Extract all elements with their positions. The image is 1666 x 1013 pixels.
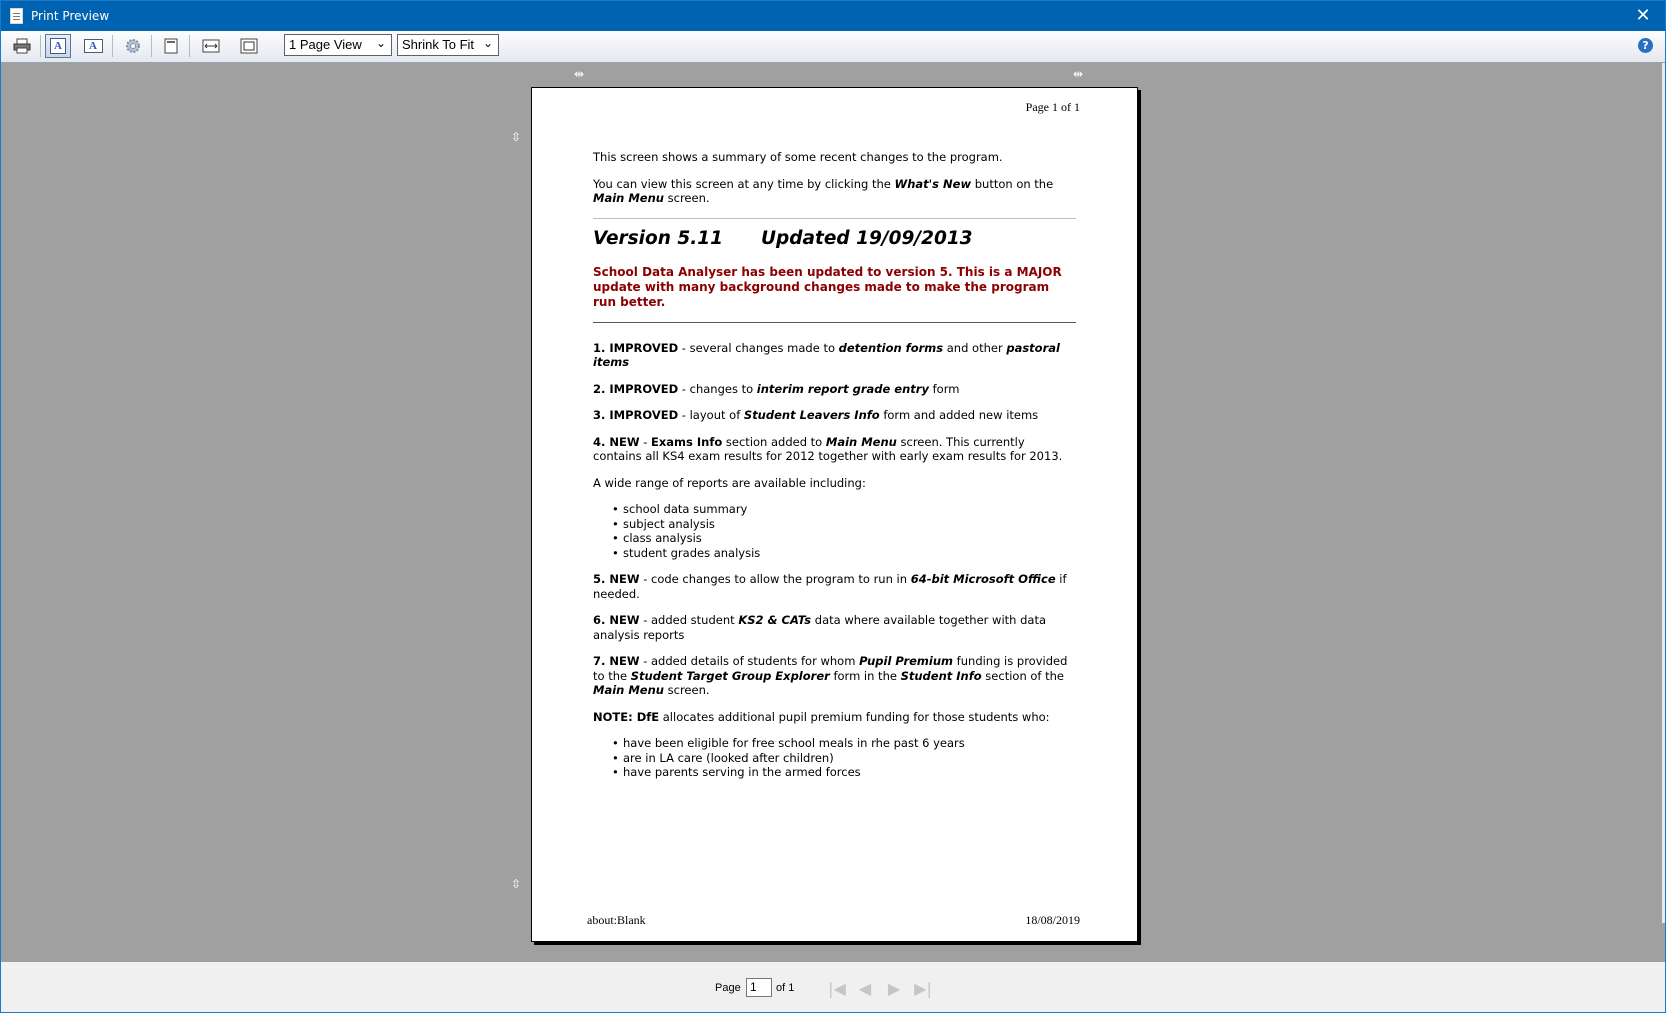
- text: 4. NEW: [593, 434, 640, 449]
- status-bar: [1, 962, 1665, 1013]
- text: interim report grade entry: [756, 381, 929, 396]
- toolbar-separator: [112, 35, 113, 57]
- page-header: Page 1 of 1: [1025, 100, 1080, 114]
- text: funding is provided to the: [593, 654, 1068, 683]
- text: section of the: [981, 668, 1064, 683]
- update-notice: School Data Analyser has been updated to version 5. This is a MAJOR update with many background changes made to make the program run better.: [593, 264, 1062, 309]
- text: Main Menu: [593, 683, 664, 697]
- text: screen. This currently contains all KS4 exam results for 2012 together with early exam results for 2013.: [593, 434, 1063, 463]
- text: Main Menu: [593, 191, 664, 205]
- portrait-icon: A: [50, 38, 66, 54]
- text: 3. IMPROVED: [593, 408, 679, 422]
- toolbar-separator: [40, 35, 41, 57]
- change-item: [593, 341, 1076, 370]
- whole-page-icon: [240, 38, 258, 54]
- text: 6. NEW: [593, 613, 640, 627]
- chevron-down-icon: ⌄: [375, 36, 386, 50]
- text: allocates additional pupil premium funding for those students who:: [659, 709, 1050, 724]
- page-footer-right: 18/08/2019: [1025, 913, 1080, 927]
- list-item: • subject analysis: [623, 517, 1076, 532]
- note-list: [593, 736, 1076, 780]
- toolbar-separator: [151, 35, 152, 57]
- page-label: Page: [715, 982, 741, 994]
- page-view-select[interactable]: [284, 34, 392, 56]
- top-margin-handle[interactable]: ⇳: [511, 130, 522, 144]
- text: - added details of students for whom: [639, 654, 860, 668]
- text: Student Target Group Explorer: [630, 668, 830, 683]
- text: form and added new items: [879, 408, 1039, 422]
- page-setup-button[interactable]: [120, 34, 146, 58]
- text: - code changes to allow the program to run in: [639, 572, 911, 586]
- list-item: • have parents serving in the armed forces: [623, 765, 1076, 780]
- right-margin-handle[interactable]: ⇹: [1073, 67, 1084, 81]
- change-item: [593, 382, 1076, 397]
- next-page-button[interactable]: ▶: [887, 979, 901, 998]
- scale-select[interactable]: [397, 34, 499, 56]
- list-item: • school data summary: [623, 502, 1076, 517]
- change-item: [593, 654, 1076, 698]
- toolbar: [1, 31, 1665, 63]
- text: - changes to: [678, 381, 757, 396]
- version-heading: [593, 227, 1076, 251]
- vertical-scrollbar[interactable]: [1662, 63, 1665, 923]
- divider: [593, 322, 1076, 323]
- close-button[interactable]: ✕: [1635, 5, 1651, 26]
- list-item: • student grades analysis: [623, 546, 1076, 561]
- text: - several changes made to: [678, 340, 839, 355]
- gear-icon: [125, 38, 141, 54]
- text: pastoral items: [593, 340, 1060, 369]
- reports-intro: A wide range of reports are available including:: [593, 475, 866, 490]
- first-page-button[interactable]: |◀: [828, 979, 846, 998]
- list-item: • have been eligible for free school meals in rhe past 6 years: [623, 736, 1076, 751]
- intro-paragraph: This screen shows a summary of some recent changes to the program.: [593, 150, 1003, 164]
- whole-page-button[interactable]: [236, 34, 262, 58]
- text: and other: [943, 340, 1007, 355]
- previous-page-button[interactable]: ◀: [858, 979, 872, 998]
- change-item: [593, 613, 1076, 642]
- page-count-label: of 1: [776, 982, 795, 994]
- intro-paragraph: [593, 177, 1076, 206]
- text: button on the: [971, 176, 1054, 191]
- change-item: [593, 572, 1076, 601]
- updated-label: Updated 19/09/2013: [761, 227, 973, 249]
- landscape-button[interactable]: [80, 34, 106, 58]
- page-content: [593, 150, 1076, 792]
- page-width-button[interactable]: [198, 34, 224, 58]
- text: - layout of: [678, 408, 744, 422]
- last-page-button[interactable]: ▶|: [914, 979, 932, 998]
- page-number-input[interactable]: 1: [746, 978, 772, 997]
- text: screen.: [663, 191, 710, 205]
- text: Student Info: [900, 668, 982, 683]
- window-title: Print Preview: [31, 9, 110, 23]
- document-icon: [10, 8, 23, 24]
- page-width-icon: [202, 38, 220, 54]
- list-item: • class analysis: [623, 531, 1076, 546]
- text: You can view this screen at any time by clicking the: [593, 176, 895, 191]
- text: KS2 & CATs: [738, 613, 812, 627]
- list-item: • are in LA care (looked after children): [623, 751, 1076, 766]
- text: 7. NEW: [593, 654, 640, 668]
- printer-icon: [13, 38, 31, 54]
- text: form in the: [829, 668, 901, 683]
- scale-value: Shrink To Fit: [402, 37, 475, 52]
- text: if needed.: [593, 572, 1067, 601]
- note: [593, 710, 1076, 725]
- text: 5. NEW: [593, 572, 640, 586]
- text: section added to: [722, 434, 826, 449]
- text: Pupil Premium: [859, 654, 954, 668]
- preview-page: [531, 87, 1138, 942]
- text: 2. IMPROVED: [593, 381, 679, 396]
- toolbar-separator: [189, 35, 190, 57]
- text: 64-bit Microsoft Office: [910, 572, 1056, 586]
- chevron-down-icon: ⌄: [482, 36, 493, 50]
- text: data where available together with data analysis reports: [593, 613, 1046, 642]
- print-button[interactable]: [9, 34, 35, 58]
- landscape-icon: A: [84, 39, 103, 53]
- full-page-icon: [163, 38, 179, 54]
- title-bar: [1, 1, 1665, 31]
- text: What's New: [894, 176, 972, 191]
- page-footer-left: about:Blank: [587, 913, 646, 927]
- full-page-button[interactable]: [158, 34, 184, 58]
- portrait-button[interactable]: [45, 34, 71, 58]
- text: form: [928, 381, 960, 396]
- text: -: [639, 434, 652, 449]
- page-view-value: 1 Page View: [289, 37, 362, 52]
- text: Main Menu: [825, 434, 897, 449]
- version-label: Version 5.11: [593, 227, 723, 249]
- text: Exams Info: [651, 434, 723, 449]
- text: Student Leavers Info: [743, 408, 880, 422]
- change-item: [593, 435, 1076, 464]
- divider: [593, 218, 1076, 219]
- reports-list: [593, 502, 1076, 560]
- text: - added student: [639, 613, 739, 627]
- change-item: [593, 408, 1076, 423]
- text: screen.: [663, 683, 710, 697]
- text: 1. IMPROVED: [593, 340, 679, 355]
- text: NOTE: DfE: [593, 709, 660, 724]
- bottom-margin-handle[interactable]: ⇳: [511, 877, 522, 891]
- help-icon[interactable]: ?: [1638, 38, 1653, 53]
- text: detention forms: [838, 340, 944, 355]
- left-margin-handle[interactable]: ⇹: [574, 67, 585, 81]
